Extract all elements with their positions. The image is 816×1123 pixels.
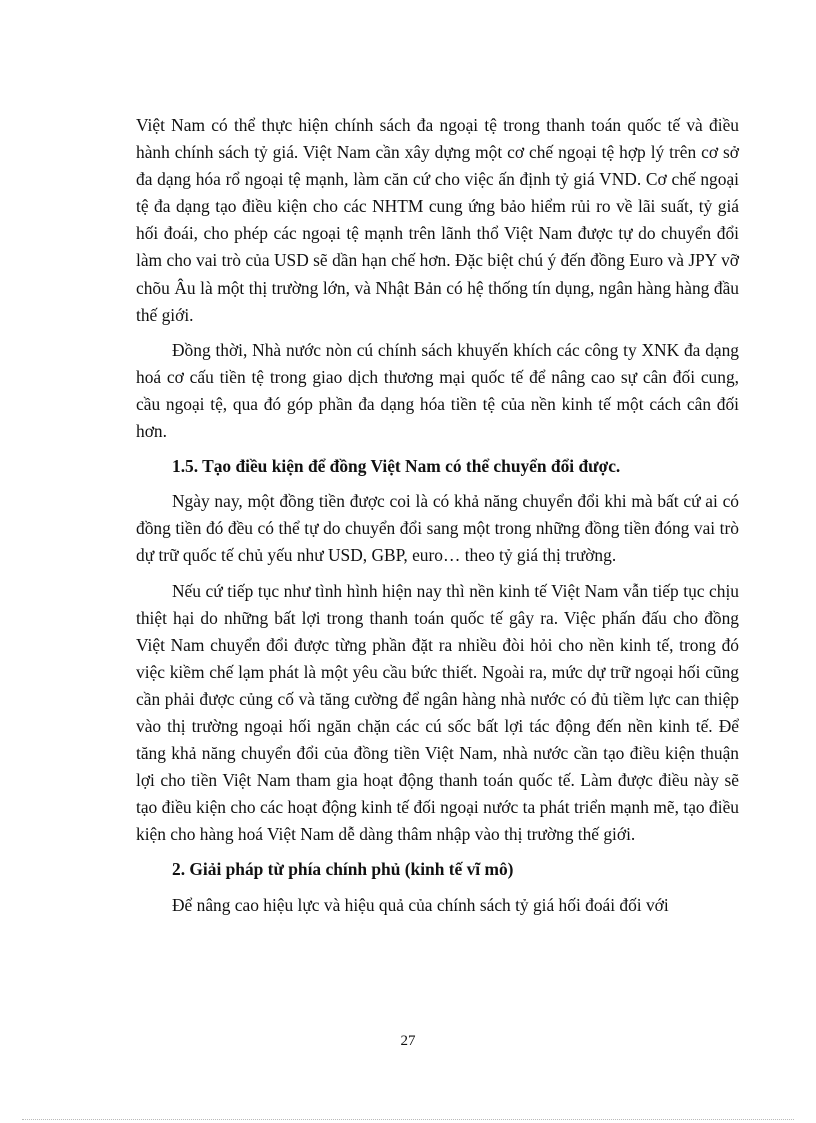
paragraph-exchange-policy: Việt Nam có thể thực hiện chính sách đa ngoại tệ trong thanh toán quốc tế và điều hành chính sách tỷ giá. Việt Nam cần xây dựng một cơ chế ngoại tệ hợp lý trên cơ sở đa dạng hóa rổ ngoại tệ mạnh, làm căn cứ cho việc ấn định tỷ giá VND. Cơ chế ngoại tệ đa dạng tạo điều kiện cho các NHTM cung ứng bảo hiểm rủi ro về lãi suất, tỷ giá hối đoái, cho phép các ngoại tệ mạnh trên lãnh thổ Việt Nam được tự do chuyển đổi làm cho vai trò của USD sẽ dần hạn chế hơn. Đặc biệt chú ý đến đồng Euro và JPY vỡ chõu Âu là một thị trường lớn, và Nhật Bản có hệ thống tín dụng, ngân hàng hàng đầu thế giới. xyxy=(136,115,739,325)
page-number: 27 xyxy=(400,1033,416,1049)
paragraph-convertibility-measures: Nếu cứ tiếp tục như tình hình hiện nay thì nền kinh tế Việt Nam vẫn tiếp tục chịu thiệt hại do những bất lợi trong thanh toán quốc tế gây ra. Việc phấn đấu cho đồng Việt Nam chuyển đổi được từng phần đặt ra nhiều đòi hỏi cho nền kinh tế, trong đó việc kiềm chế lạm phát là một yêu cầu bức thiết. Ngoài ra, mức dự trữ ngoại hối cũng cần phải được củng cố và tăng cường để ngân hàng nhà nước có đủ tiềm lực can thiệp vào thị trường ngoại hối ngăn chặn các cú sốc bất lợi tác động đến nền kinh tế. Để tăng khả năng chuyển đổi của đồng tiền Việt Nam, nhà nước cần tạo điều kiện thuận lợi cho tiền Việt Nam tham gia hoạt động thanh toán quốc tế. Làm được điều này sẽ tạo điều kiện cho các hoạt động kinh tế đối ngoại nước ta phát triển mạnh mẽ, tạo điều kiện cho hàng hoá Việt Nam dễ dàng thâm nhập vào thị trường thế giới. xyxy=(136,580,739,845)
page-bottom-dotted-divider xyxy=(22,1119,794,1120)
paragraph-convertibility-definition: Ngày nay, một đồng tiền được coi là có khả năng chuyển đổi khi mà bất cứ ai có đồng tiền đó đều có thể tự do chuyển đổi sang một trong những đồng tiền đóng vai trò dự trữ quốc tế chủ yếu như USD, GBP, euro… theo tỷ giá thị trường. xyxy=(136,491,739,566)
heading-section-2: 2. Giải pháp từ phía chính phủ (kinh tế vĩ mô) xyxy=(172,859,514,880)
paragraph-currency-structure: Đồng thời, Nhà nước nòn cú chính sách khuyến khích các công ty XNK đa dạng hoá cơ cấu tiền tệ trong giao dịch thương mại quốc tế để nâng cao sự cân đối cung, cầu ngoại tệ, qua đó góp phần đa dạng hóa tiền tệ của nền kinh tế một cách cân đối hơn. xyxy=(136,339,739,442)
paragraph-policy-effectiveness: Để nâng cao hiệu lực và hiệu quả của chính sách tỷ giá hối đoái đối với xyxy=(172,894,669,915)
heading-section-1-5: 1.5. Tạo điều kiện để đồng Việt Nam có thể chuyển đổi được. xyxy=(172,456,621,477)
document-body xyxy=(136,112,739,927)
